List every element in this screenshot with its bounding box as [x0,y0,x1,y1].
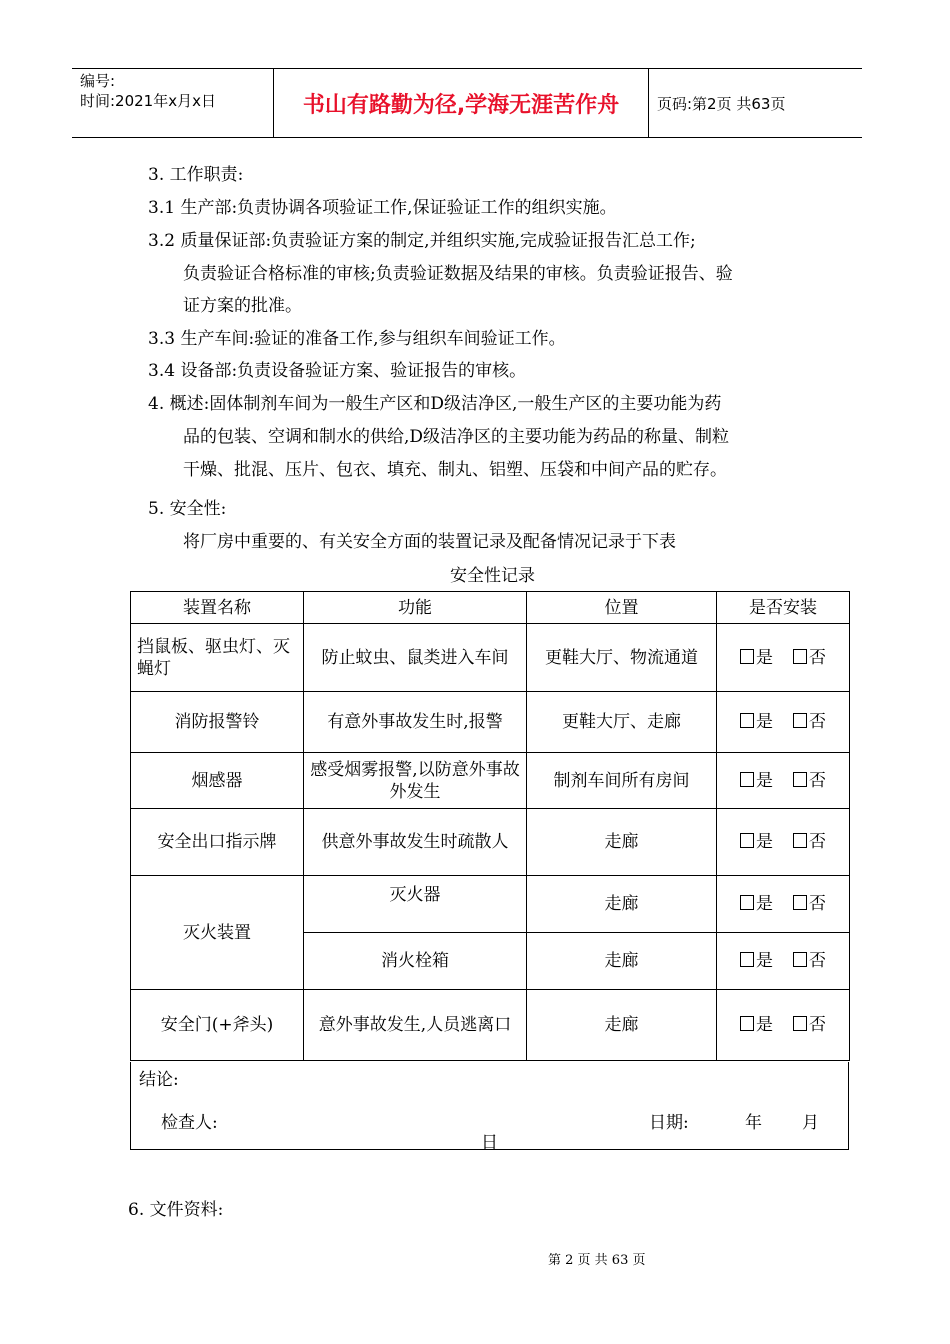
no-option[interactable]: 否 [793,832,826,852]
column-header: 功能 [304,592,527,624]
section-3-heading: 3. 工作职责: [148,165,244,185]
conclusion-box [130,1062,849,1153]
yes-option[interactable]: 是 [740,712,773,732]
install-choice [717,692,850,753]
page-footer: 第 2 页 共 63 页 [548,1253,646,1268]
checkbox-icon [793,833,807,848]
install-choice [717,876,850,933]
checkbox-icon [740,713,754,728]
device-name: 挡鼠板、驱虫灯、灭蝇灯 [131,624,304,692]
install-choice [717,809,850,876]
checkbox-icon [740,895,754,910]
column-header: 是否安装 [717,592,850,624]
checkbox-icon [740,649,754,664]
install-choice [717,933,850,990]
device-location: 走廊 [527,876,717,933]
checkbox-icon [740,1016,754,1031]
checkbox-icon [793,895,807,910]
month-label: 月 [802,1113,819,1133]
table-header-row [131,592,850,624]
install-choice [717,624,850,692]
device-function: 感受烟雾报警,以防意外事故外发生 [304,753,527,809]
section-3-4: 3.4 设备部:负责设备验证方案、验证报告的审核。 [148,361,527,381]
device-name: 灭火装置 [131,876,304,990]
device-function: 灭火器 [304,876,527,933]
yes-option[interactable]: 是 [740,832,773,852]
checkbox-icon [793,952,807,967]
device-location: 走廊 [527,933,717,990]
table-title: 安全性记录 [450,566,535,586]
table-row [131,809,850,876]
device-location: 更鞋大厅、物流通道 [527,624,717,692]
device-location: 制剂车间所有房间 [527,753,717,809]
section-3-1: 3.1 生产部:负责协调各项验证工作,保证验证工作的组织实施。 [148,198,617,218]
checkbox-icon [793,1016,807,1031]
section-3-3: 3.3 生产车间:验证的准备工作,参与组织车间验证工作。 [148,329,566,349]
device-function: 供意外事故发生时疏散人 [304,809,527,876]
section-3-2-line1: 3.2 质量保证部:负责验证方案的制定,并组织实施,完成验证报告汇总工作; [148,231,696,251]
year-label: 年 [745,1113,762,1133]
day-label: 日 [481,1133,498,1153]
yes-option[interactable]: 是 [740,771,773,791]
no-option[interactable]: 否 [793,1015,826,1035]
section-5-text: 将厂房中重要的、有关安全方面的装置记录及配备情况记录于下表 [183,532,676,552]
install-choice [717,990,850,1061]
yes-option[interactable]: 是 [740,1015,773,1035]
table-row [131,753,850,809]
no-option[interactable]: 否 [793,648,826,668]
no-option[interactable]: 否 [793,894,826,914]
table-row [131,692,850,753]
section-6-heading: 6. 文件资料: [128,1200,224,1220]
no-option[interactable]: 否 [793,771,826,791]
checkbox-icon [740,772,754,787]
document-time: 时间:2021年x月x日 [80,92,216,110]
checkbox-icon [793,772,807,787]
device-name: 安全门(+斧头) [131,990,304,1061]
inspector-label: 检查人: [161,1113,218,1133]
install-choice [717,753,850,809]
section-3-2-line2: 负责验证合格标准的审核;负责验证数据及结果的审核。负责验证报告、验 [183,264,733,284]
checkbox-icon [793,713,807,728]
device-name: 消防报警铃 [131,692,304,753]
checkbox-icon [740,833,754,848]
device-name: 安全出口指示牌 [131,809,304,876]
yes-option[interactable]: 是 [740,951,773,971]
yes-option[interactable]: 是 [740,894,773,914]
date-label: 日期: [649,1113,689,1133]
device-function: 有意外事故发生时,报警 [304,692,527,753]
section-4-line2: 品的包装、空调和制水的供给,D级洁净区的主要功能为药品的称量、制粒 [183,427,730,447]
table-row [131,876,850,933]
section-4-line1: 4. 概述:固体制剂车间为一般生产区和D级洁净区,一般生产区的主要功能为药 [148,394,722,414]
header-meta [72,69,274,137]
device-location: 更鞋大厅、走廊 [527,692,717,753]
device-function: 消火栓箱 [304,933,527,990]
device-location: 走廊 [527,990,717,1061]
checkbox-icon [793,649,807,664]
section-3-2-line3: 证方案的批准。 [183,296,302,316]
no-option[interactable]: 否 [793,951,826,971]
yes-option[interactable]: 是 [740,648,773,668]
device-function: 防止蚊虫、鼠类进入车间 [304,624,527,692]
page-header [72,68,862,138]
header-motto: 书山有路勤为径,学海无涯苦作舟 [274,69,649,137]
document-number-label: 编号: [80,72,116,90]
conclusion-label: 结论: [139,1070,179,1090]
no-option[interactable]: 否 [793,712,826,732]
device-function: 意外事故发生,人员逃离口 [304,990,527,1061]
device-location: 走廊 [527,809,717,876]
checkbox-icon [740,952,754,967]
section-5-heading: 5. 安全性: [148,499,227,519]
column-header: 装置名称 [131,592,304,624]
column-header: 位置 [527,592,717,624]
device-name: 烟感器 [131,753,304,809]
safety-record-table [130,591,850,1061]
section-4-line3: 干燥、批混、压片、包衣、填充、制丸、铝塑、压袋和中间产品的贮存。 [183,460,727,480]
table-row [131,624,850,692]
table-row [131,990,850,1061]
header-page-info: 页码:第2页 共63页 [657,94,786,113]
